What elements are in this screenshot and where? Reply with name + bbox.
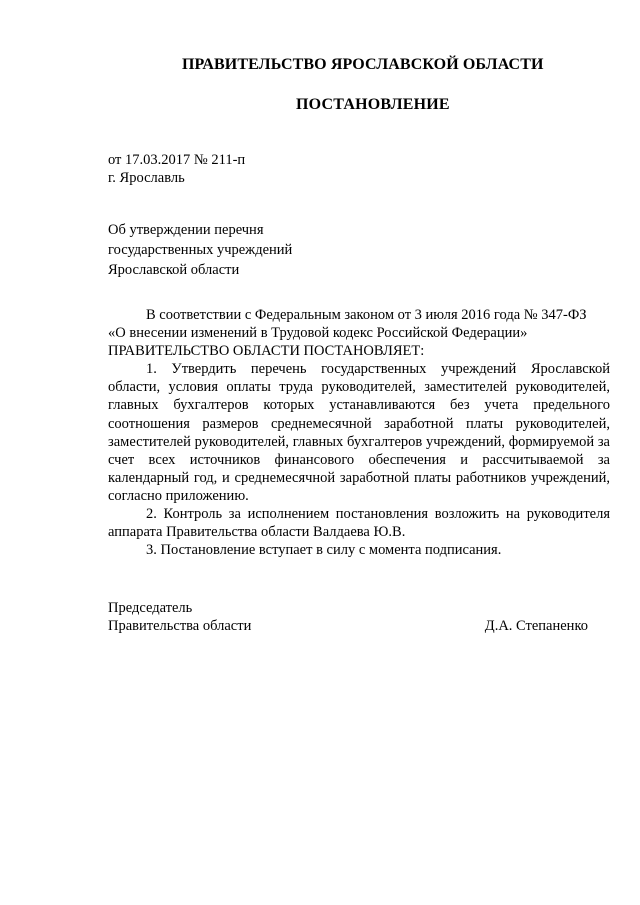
date-number: от 17.03.2017 № 211-п bbox=[108, 152, 246, 168]
signature-row bbox=[108, 617, 588, 635]
resolution-statement: ПРАВИТЕЛЬСТВО ОБЛАСТИ ПОСТАНОВЛЯЕТ: bbox=[108, 343, 425, 360]
preamble-line: В соответствии с Федеральным законом от 3 июля 2016 года № 347-ФЗ bbox=[146, 307, 587, 323]
subject-line: Ярославской области bbox=[108, 262, 240, 278]
clause-3: 3. Постановление вступает в силу с момента подписания. bbox=[146, 542, 502, 559]
signer-position-line: Правительства области bbox=[108, 618, 252, 634]
clause-2: 2. Контроль за исполнением постановления возложить на руководителя аппарата Правительства области Валдаева Ю.В. bbox=[108, 506, 610, 541]
city: г. Ярославль bbox=[108, 170, 185, 186]
document-meta bbox=[108, 151, 245, 187]
document-body bbox=[108, 306, 610, 559]
signature-block bbox=[108, 599, 588, 635]
document-type-title: ПОСТАНОВЛЕНИЕ bbox=[296, 96, 450, 113]
subject-line: государственных учреждений bbox=[108, 242, 293, 258]
signer-position-line: Председатель bbox=[108, 600, 193, 616]
clause-1: 1. Утвердить перечень государственных учреждений Ярославской области, условия оплаты труда руководителей, заместителей руководителей, главных бухгалтеров которых устанавливаются без учета предельного соотношения размеров среднемесячной заработной платы руководителей, заместителей руководителей, главных бухгалтеров учреждений, формируемой за счет всех источников финансового обеспечения и рассчитываемой за календарный год, и среднемесячной заработной платы работников учреждений, согласно приложению. bbox=[108, 361, 610, 504]
government-title: ПРАВИТЕЛЬСТВО ЯРОСЛАВСКОЙ ОБЛАСТИ bbox=[182, 56, 544, 73]
document-subject bbox=[108, 220, 292, 280]
signer-name: Д.А. Степаненко bbox=[484, 618, 588, 634]
subject-line: Об утверждении перечня bbox=[108, 222, 264, 238]
preamble-line: «О внесении изменений в Трудовой кодекс Российской Федерации» bbox=[108, 325, 528, 342]
